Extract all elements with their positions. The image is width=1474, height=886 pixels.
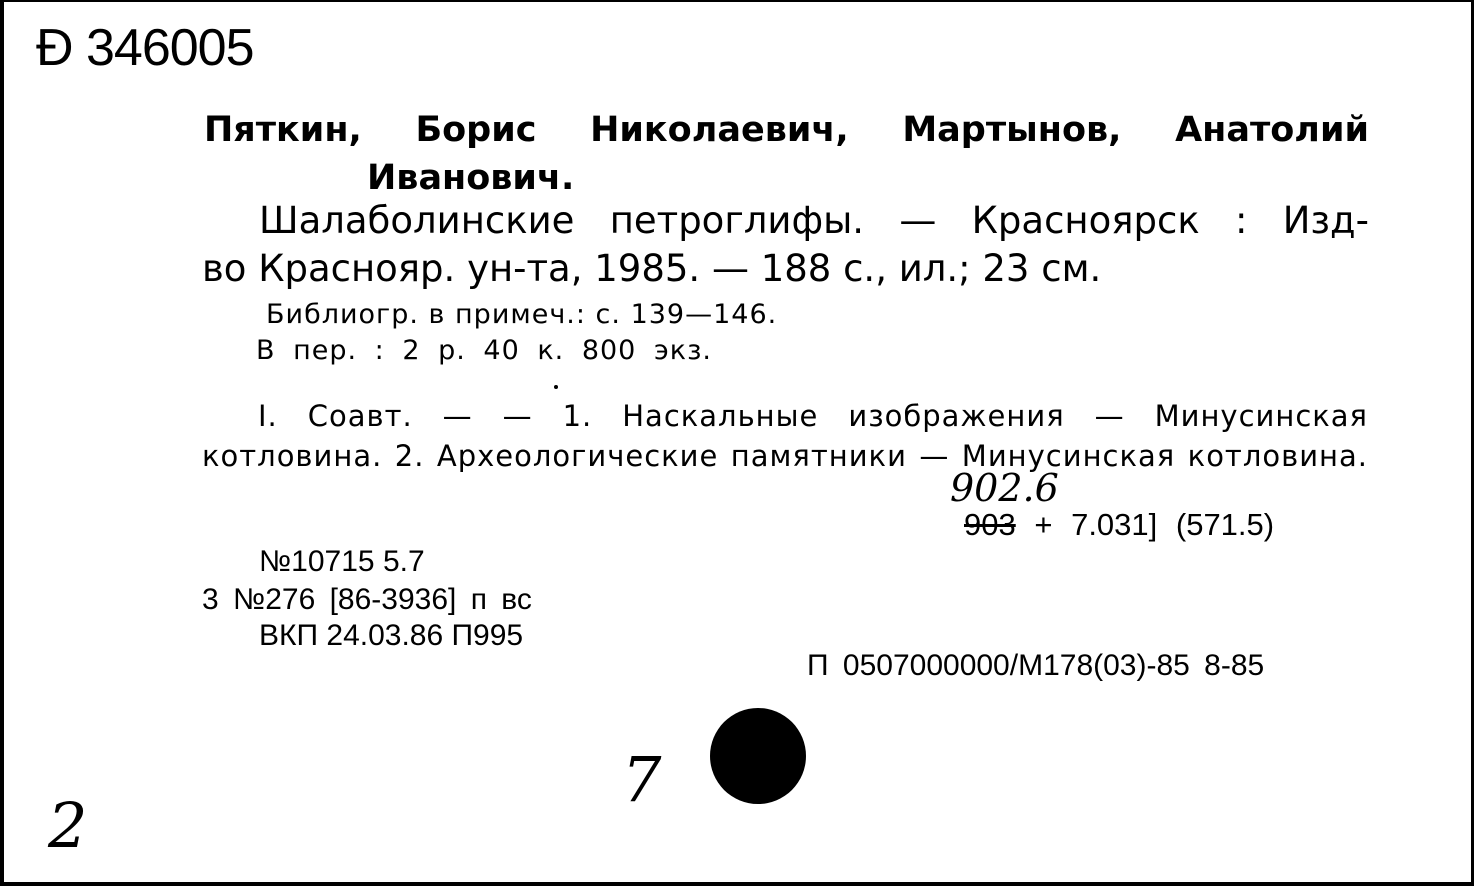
price-note: В пер. : 2 р. 40 к. 800 экз. — [256, 335, 713, 366]
black-circle-mark — [710, 708, 806, 804]
title-line-1: Шалаболинские петроглифы. — Красноярск : Изд- — [259, 199, 1369, 242]
subjects-line-2: котловина. 2. Археологические памятники — Минусинская котловина. — [202, 439, 1368, 473]
classification-index — [964, 504, 1274, 546]
subjects-line-1: I. Соавт. — — 1. Наскальные изображения — Минусинская — [258, 399, 1368, 433]
handwritten-two: 2 — [48, 789, 88, 862]
authors-continued: Иванович. — [367, 158, 575, 198]
number-entry: №10715 5.7 — [259, 545, 425, 578]
classification-rest: + 7.031] (571.5) — [1034, 507, 1275, 542]
publisher-code: П 0507000000/М178(03)-85 8-85 — [807, 649, 1265, 682]
vkp-line: ВКП 24.03.86 П995 — [259, 619, 524, 652]
handwritten-classification: 902.6 — [950, 466, 1059, 510]
catalog-number: Ɖ 346005 — [36, 19, 254, 77]
struck-classification: 903 — [964, 507, 1016, 542]
authors: Пяткин, Борис Николаевич, Мартынов, Анатолий — [204, 110, 1369, 150]
ink-dot — [554, 385, 558, 389]
order-line: 3 №276 [86-3936] п вс — [202, 583, 532, 616]
handwritten-seven: 7 — [622, 743, 662, 816]
title-line-2: во Краснояр. ун-та, 1985. — 188 с., ил.; 23 см. — [202, 247, 1102, 290]
bibliography-note: Библиогр. в примеч.: с. 139—146. — [266, 299, 778, 330]
